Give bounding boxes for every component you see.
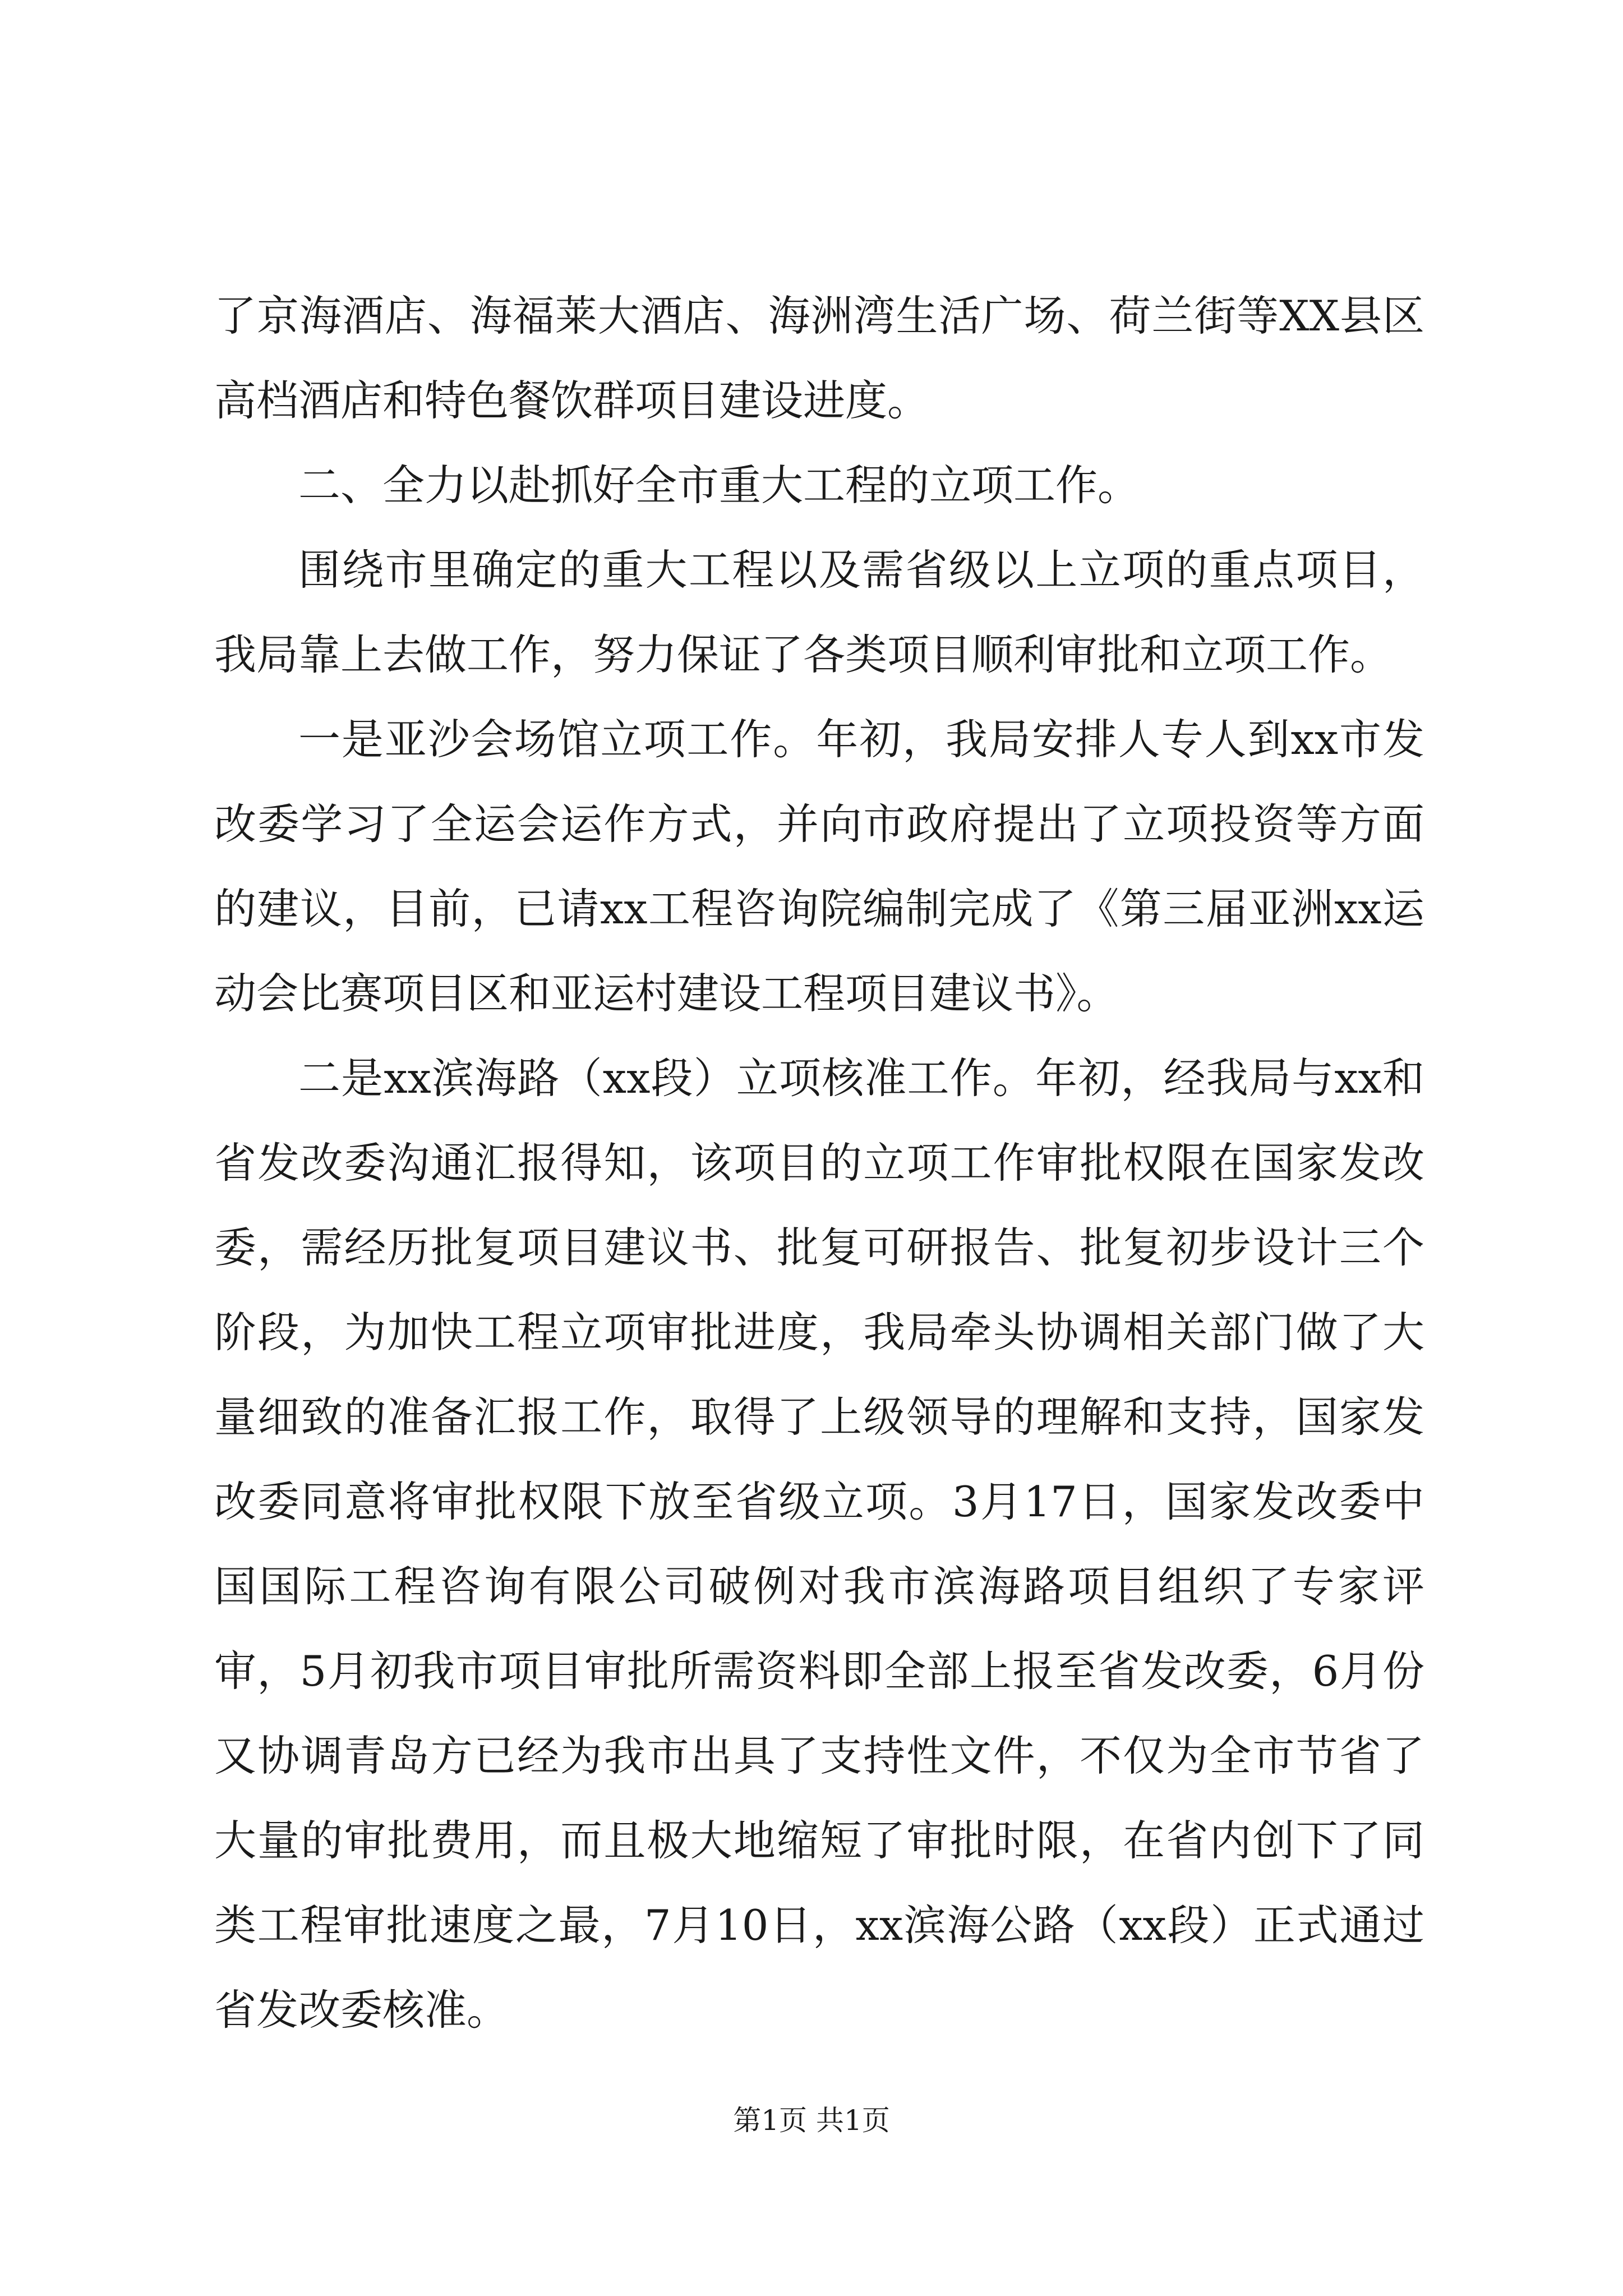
page-footer [0, 2101, 1623, 2140]
paragraph-4: 一是亚沙会场馆立项工作。年初，我局安排人专人到xx市发改委学习了全运会运作方式，并向市政府提出了立项投资等方面的建议，目前，已请xx工程咨询院编制完成了《第三届亚洲xx运动会比赛项目区和亚运村建设工程项目建议书》。 [214, 715, 1424, 1018]
section-heading-2: 二、全力以赴抓好全市重大工程的立项工作。 [298, 461, 1140, 510]
paragraph-3: 围绕市里确定的重大工程以及需省级以上立项的重点项目，我局靠上去做工作，努力保证了各类项目顺利审批和立项工作。 [214, 545, 1424, 679]
document-body [214, 274, 1424, 2053]
paragraph-5: 二是xx滨海路（xx段）立项核准工作。年初，经我局与xx和省发改委沟通汇报得知，该项目的立项工作审批权限在国家发改委，需经历批复项目建议书、批复可研报告、批复初步设计三个阶段，为加快工程立项审批进度，我局牵头协调相关部门做了大量细致的准备汇报工作，取得了上级领导的理解和支持，国家发改委同意将审批权限下放至省级立项。3月17日，国家发改委中国国际工程咨询有限公司破例对我市滨海路项目组织了专家评审，5月初我市项目审批所需资料即全部上报至省发改委，6月份又协调青岛方已经为我市出具了支持性文件，不仅为全市节省了大量的审批费用，而且极大地缩短了审批时限，在省内创下了同类工程审批速度之最，7月10日，xx滨海公路（xx段）正式通过省发改委核准。 [214, 1053, 1424, 2035]
page-number-label: 第1页 共1页 [733, 2104, 890, 2137]
paragraph-1: 了京海酒店、海福莱大酒店、海洲湾生活广场、荷兰街等XX县区高档酒店和特色餐饮群项目建设进度。 [214, 291, 1424, 425]
